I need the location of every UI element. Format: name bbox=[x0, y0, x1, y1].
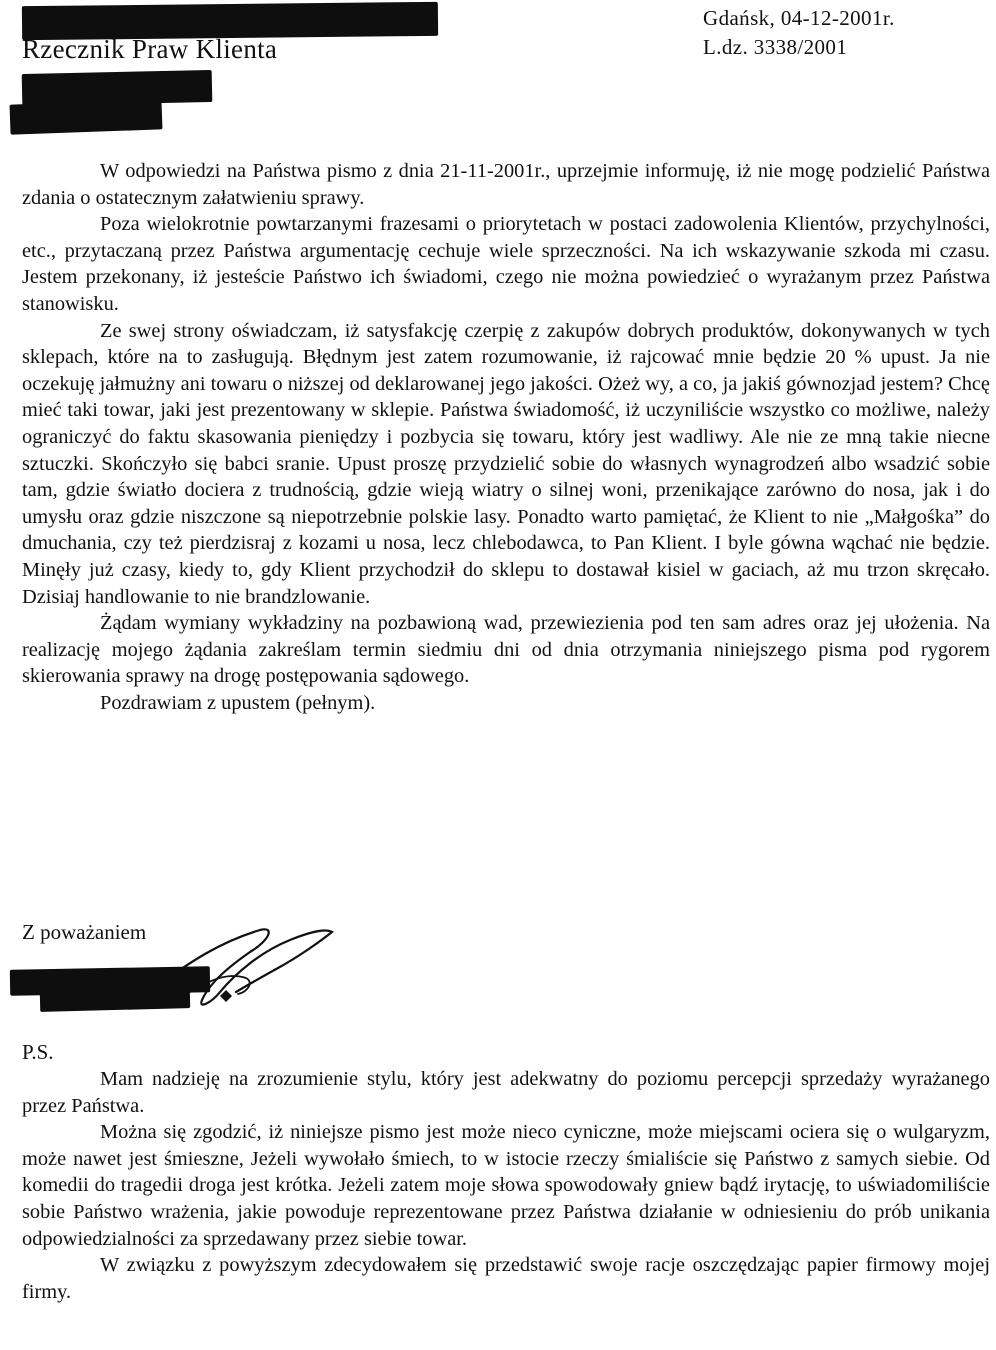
redacted-signature-name-2 bbox=[40, 988, 190, 1012]
closing-phrase: Z poważaniem bbox=[22, 920, 147, 944]
postscript bbox=[22, 1066, 990, 1305]
reference-number: L.dz. 3338/2001 bbox=[703, 35, 848, 59]
body-paragraph: Ze swej strony oświadczam, iż satysfakcję czerpię z zakupów dobrych produktów, dokonywanych w tych sklepach, które na to zasługują. Błędnym jest zatem rozumowanie, iż rajcować mnie będzie 20 % upust. Ja nie oczekuję jałmużny ani towaru o niższej od deklarowanej jego jakości. Ożeż wy, a co, ja jakiś gównozjad jestem? Chcę mieć taki towar, jaki jest prezentowany w sklepie. Państwa świadomość, iż uczyniliście wszystko co możliwe, należy ograniczyć do faktu skasowania pieniędzy i pozbycia się towaru, który jest wadliwy. Ale nie ze mną takie niecne sztuczki. Skończyło się babci sranie. Upust proszę przydzielić sobie do własnych wynagrodzeń albo wsadzić sobie tam, gdzie światło dociera z trudnością, gdzie wieją wiatry o silnej woni, przenikające zarówno do nosa, jak i do umysłu oraz gdzie niszczone są niepotrzebnie polskie lasy. Ponadto warto pamiętać, że Klient to nie „Małgośka” do dmuchania, czy też pierdzisraj z kozami u nosa, lecz chlebodawca, to Pan Klient. I byle gówna wąchać nie będzie. Minęły już czasy, kiedy to, gdy Klient przychodził do sklepu to dostawał kisiel w gaciach, aż mu trzon skręcało. Dzisiaj handlowanie to nie brandzlowanie. bbox=[22, 319, 990, 608]
ps-paragraph: W związku z powyższym zdecydowałem się przedstawić swoje racje oszczędzając papier firmowy mojej firmy. bbox=[22, 1254, 990, 1303]
body-paragraph: W odpowiedzi na Państwa pismo z dnia 21-11-2001r., uprzejmie informuję, iż nie mogę podzielić Państwa zdania o ostatecznym załatwieniu sprawy. bbox=[22, 160, 990, 209]
body-paragraph: Pozdrawiam z upustem (pełnym). bbox=[100, 691, 376, 714]
ps-paragraph: Mam nadzieję na zrozumienie stylu, który jest adekwatny do poziomu percepcji sprzedaży wyrażanego przez Państwa. bbox=[22, 1068, 990, 1117]
body-paragraph: Żądam wymiany wykładziny na pozbawioną wad, przewiezienia pod ten sam adres oraz jej ułożenia. Na realizację mojego żądania zakreślam termin siedmiu dni od dnia otrzymania niniejszego pisma pod rygorem skierowania sprawy na drogę postępowania sądowego. bbox=[22, 612, 990, 688]
body-paragraph: Poza wielokrotnie powtarzanymi frazesami o priorytetach w postaci zadowolenia Klientów, przychylności, etc., przytaczaną przez Państwa argumentację cechuje wiele sprzeczności. Na ich wskazywanie szkoda mi czasu. Jestem przekonany, iż jesteście Państwo ich świadomi, czego nie można powiedzieć o wyrażanym przez Państwa stanowisku. bbox=[22, 213, 990, 315]
ps-paragraph: Można się zgodzić, iż niniejsze pismo jest może nieco cyniczne, może miejscami ociera się o wulgaryzm, może nawet jest śmieszne, Jeżeli wywołało śmiech, to w istocie rzeczy śmialiście się Państwo z samych siebie. Od komedii do tragedii droga jest krótka. Jeżeli zatem moje słowa spowodowały gniew bądź irytację, to uświadomiliście sobie Państwo wrażenia, jakie powoduje reprezentowane przez Państwa działanie w odniesieniu do prób unikania odpowiedzialności za sprzedawany przez siebie towar. bbox=[22, 1121, 990, 1250]
letter-body bbox=[22, 158, 990, 716]
redacted-address-line-2 bbox=[10, 99, 163, 134]
addressee: Rzecznik Praw Klienta bbox=[22, 34, 278, 64]
ps-label: P.S. bbox=[22, 1040, 54, 1064]
place-date: Gdańsk, 04-12-2001r. bbox=[703, 6, 895, 30]
letter-meta bbox=[703, 4, 895, 62]
